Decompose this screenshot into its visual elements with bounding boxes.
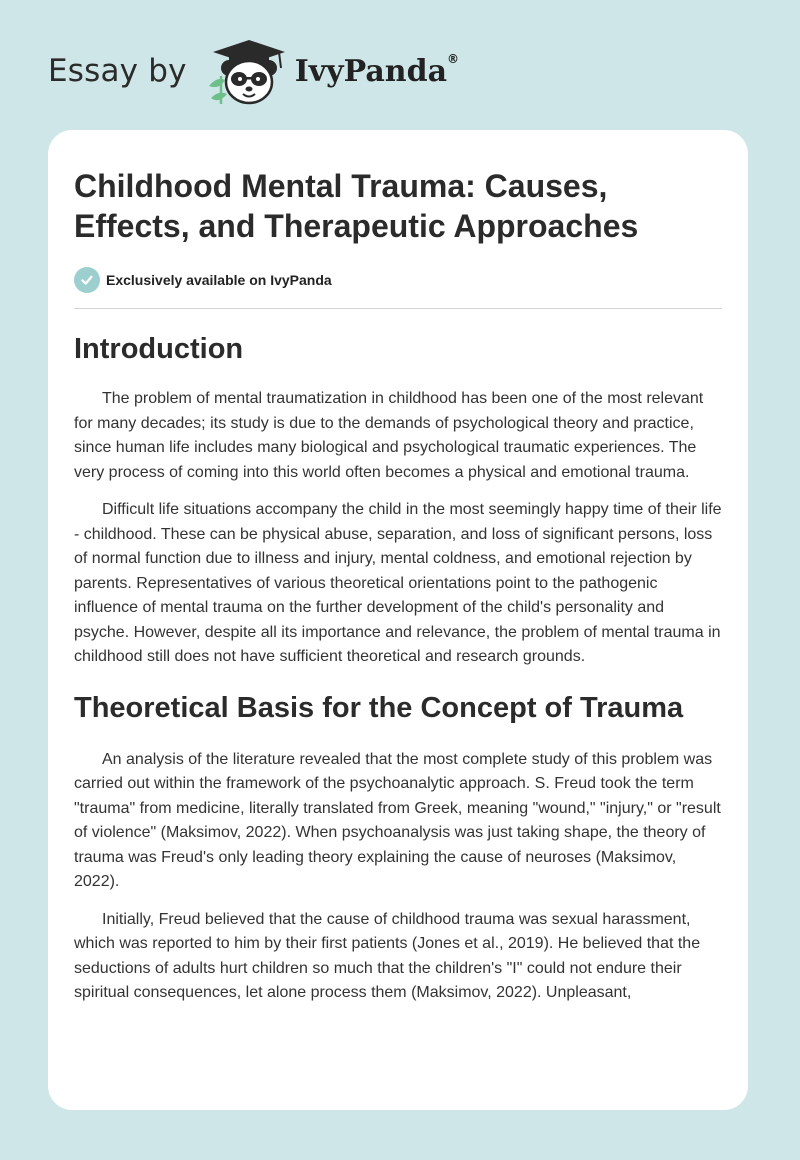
title-divider [74, 308, 722, 309]
brand-header [48, 36, 459, 106]
brand-prefix: Essay by [48, 53, 187, 89]
exclusive-badge [74, 266, 722, 294]
paragraph: Difficult life situations accompany the child in the most seemingly happy time of their life - childhood. These can be physical abuse, separation, and loss of significant persons, loss of normal function due to illness and injury, mental coldness, and emotional rejection by parents. Representatives of various theoretical orientations point to the pathogenic influence of mental trauma on the further development of the child's personality and psyche. However, despite all its importance and relevance, the problem of mental trauma in childhood still does not have sufficient theoretical and research grounds. [74, 501, 722, 665]
paragraph: Initially, Freud believed that the cause of childhood trauma was sexual harassment, which was reported to him by their first patients (Jones et al., 2019). He believed that the seductions of adults hurt children so much that the children's "I" could not endure their spiritual consequences, let alone process them (Maksimov, 2022). Unpleasant, [74, 910, 701, 1001]
paragraph: An analysis of the literature revealed that the most complete study of this problem was carried out within the framework of the psychoanalytic approach. S. Freud took the term "trauma" from medicine, literally translated from Greek, meaning "wound," "injury," or "result of violence" (Maksimov, 2022). When psychoanalysis was just taking shape, the theory of trauma was Freud's only leading theory explaining the cause of neuroses (Maksimov, 2022). [74, 750, 721, 890]
brand-name: IvyPanda® [294, 51, 460, 89]
check-circle-icon [74, 267, 100, 293]
section-heading-introduction: Introduction [74, 333, 244, 365]
section-heading-theoretical-basis: Theoretical Basis for the Concept of Trauma [74, 691, 684, 724]
badge-label: Exclusively available on IvyPanda [106, 272, 332, 288]
paragraph: The problem of mental traumatization in childhood has been one of the most relevant for many decades; its study is due to the demands of psychological theory and practice, since human life includes many biological and psychological traumatic experiences. The very process of coming into this world often becomes a physical and emotional trauma. [74, 390, 704, 481]
page-title: Childhood Mental Trauma: Causes, Effects, and Therapeutic Approaches [74, 168, 639, 244]
essay-card [48, 130, 748, 1110]
panda-logo-icon [199, 36, 291, 106]
